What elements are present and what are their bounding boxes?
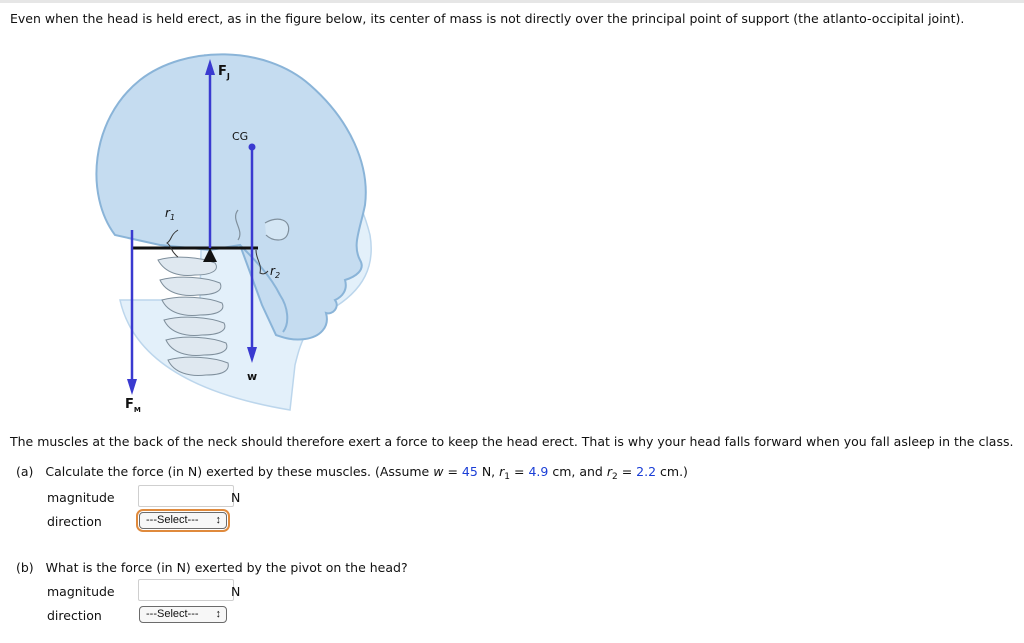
fm-arrowhead [127,379,137,395]
part-b-direction-select[interactable]: ---Select--- ↕ [139,606,227,623]
head-figure [0,45,400,415]
explanation-paragraph: The muscles at the back of the neck should therefore exert a force to keep the head erect. That is why your head falls forward when you fall asleep in the class. [10,434,1014,449]
part-a-question: (a) Calculate the force (in N) exerted by these muscles. (Assume w = 45 N, $r_1 = 4.9$ cm, and $r_2 = 2.2$ cm.) [16,464,688,482]
cg-label: CG [232,130,249,143]
part-b-direction-label: direction [47,608,102,623]
intro-text: Even when the head is held erect, as in the figure below, its center of mass is not directly over the principal point of support (the atlanto-occipital joint). [10,11,965,26]
w-label: w [247,370,258,383]
w-value: 45 [461,464,478,479]
part-b-magnitude-input[interactable] [138,579,234,601]
part-a-text: Calculate the force (in N) exerted by these muscles. (Assume [45,464,430,479]
r2-value: 2.2 [636,464,657,479]
r1-value: 4.9 [528,464,549,479]
select-arrows-icon: ↕ [215,608,221,620]
ear [265,219,289,240]
fj-label: $F_J$ [218,64,230,81]
part-b-tag: (b) [16,560,34,575]
r1-label: $r_1$ [165,206,176,222]
fm-label: $F_M$ [125,397,141,414]
part-b-unit: N [231,584,241,599]
part-a-unit: N [231,490,241,505]
select-arrows-icon: ↕ [215,514,221,526]
part-a-direction-label: direction [47,514,102,529]
top-divider [0,0,1024,3]
part-a-tag: (a) [16,464,34,479]
part-a-magnitude-input[interactable] [138,485,234,507]
part-b-question [16,560,408,575]
part-b-magnitude-label: magnitude [47,584,115,599]
part-a-magnitude-label: magnitude [47,490,115,505]
part-a-direction-select[interactable]: ---Select--- ↕ [139,512,227,529]
w-var: w [433,464,444,479]
r2-label: $r_2$ [270,264,281,280]
part-b-text: What is the force (in N) exerted by the pivot on the head? [45,560,408,575]
